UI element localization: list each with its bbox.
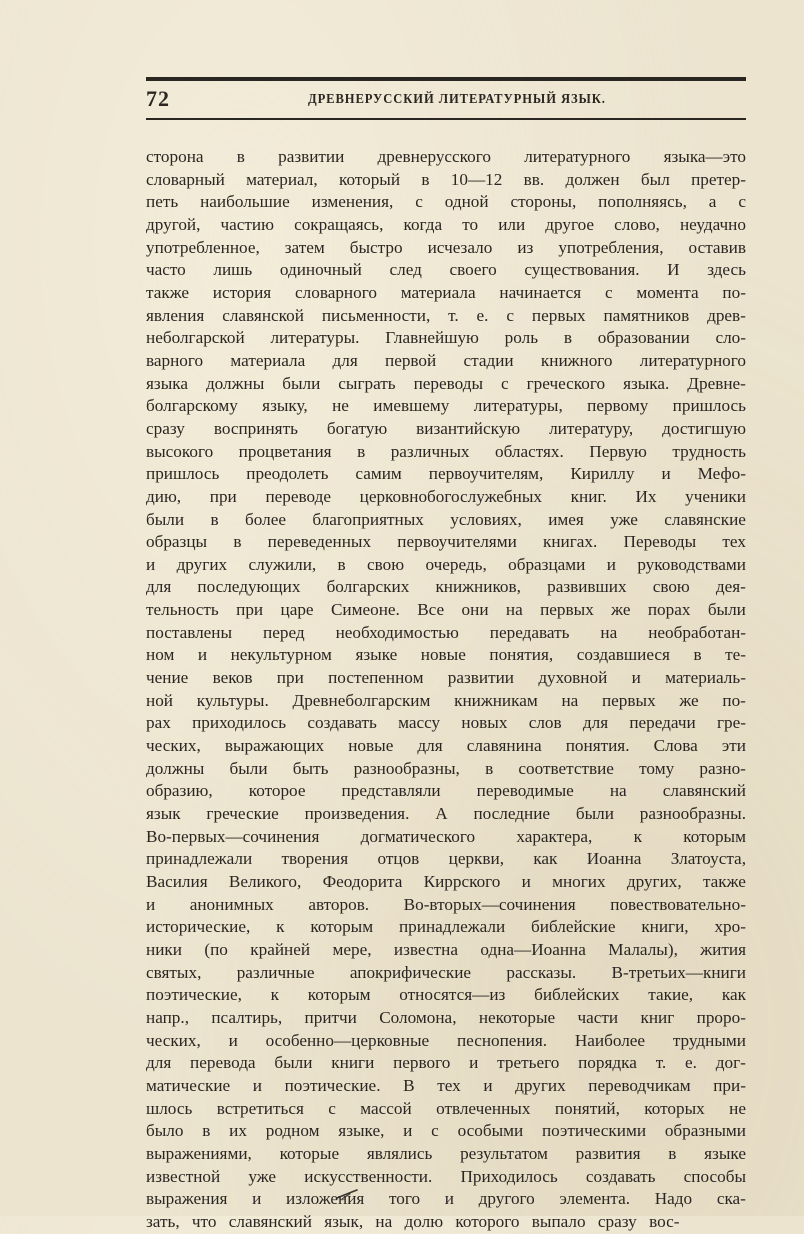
text-line: образию, которое представляли переводимые на славянский bbox=[146, 781, 746, 801]
text-line: рах приходилось создавать массу новых слов для передачи гре- bbox=[146, 713, 746, 733]
running-head: ДРЕВНЕРУССКИЙ ЛИТЕРАТУРНЫЙ ЯЗЫК. bbox=[308, 92, 606, 107]
text-line: матические и поэтические. В тех и других переводчикам при- bbox=[146, 1075, 746, 1095]
text-line: сторона в развитии древнерусского литературного языка—это bbox=[146, 147, 746, 166]
text-line: Во-первых—сочинения догматического характера, к которым bbox=[146, 826, 746, 846]
text-line: дию, при переводе церковнобогослужебных книг. Их ученики bbox=[146, 486, 746, 506]
text-line: болгарскому языку, не имевшему литературы, первому пришлось bbox=[146, 396, 746, 416]
text-line: словарный материал, который в 10—12 вв. должен был претер- bbox=[146, 169, 746, 189]
text-line: часто лишь одиночный след своего существования. И здесь bbox=[146, 260, 746, 280]
text-line: тельность при царе Симеоне. Все они на первых же порах были bbox=[146, 600, 746, 620]
pencil-mark-icon bbox=[336, 1188, 358, 1200]
text-line: язык греческие произведения. А последние были разнообразны. bbox=[146, 804, 746, 824]
header-top-rule bbox=[146, 77, 746, 81]
text-line: шлось встретиться с массой отвлеченных понятий, которых не bbox=[146, 1098, 746, 1118]
text-line: поэтические, к которым относятся—из библейских такие, как bbox=[146, 985, 746, 1005]
text-line: ники (по крайней мере, известна одна—Иоанна Малалы), жития bbox=[146, 939, 746, 959]
text-line: образцы в переведенных первоучителями книгах. Переводы тех bbox=[146, 532, 746, 552]
text-line: для перевода были книги первого и третьего порядка т. е. дог- bbox=[146, 1053, 746, 1073]
text-line: Василия Великого, Феодорита Киррского и многих других, также bbox=[146, 872, 746, 891]
header-bottom-rule bbox=[146, 118, 746, 120]
text-line: высокого процветания в различных областях. Первую трудность bbox=[146, 441, 746, 461]
text-line: известной уже искусственности. Приходилось создавать способы bbox=[146, 1166, 746, 1186]
text-line: другой, частию сокращаясь, когда то или другое слово, неудачно bbox=[146, 214, 746, 234]
text-line: ческих, выражающих новые для славянина понятия. Слова эти bbox=[146, 736, 746, 756]
text-line: ном и некультурном языке новые понятия, создавшиеся в те- bbox=[146, 645, 746, 665]
text-line: явления славянской письменности, т. е. с первых памятников древ- bbox=[146, 305, 746, 325]
text-line: петь наибольшие изменения, с одной стороны, пополняясь, а с bbox=[146, 192, 746, 212]
text-line: также история словарного материала начинается с момента по- bbox=[146, 282, 746, 302]
text-line: и других служили, в свою очередь, образцами и руководствами bbox=[146, 554, 746, 574]
text-line: неболгарской литературы. Главнейшую роль в образовании сло- bbox=[146, 328, 746, 348]
text-line: исторические, к которым принадлежали библейские книги, хро- bbox=[146, 917, 746, 937]
text-line: зать, что славянский язык, на долю которого выпало сразу вос- bbox=[146, 1211, 680, 1231]
text-line: языка должны были сыграть переводы с греческого языка. Древне- bbox=[146, 373, 746, 393]
text-line: выражениями, которые являлись результатом развития в языке bbox=[146, 1143, 746, 1163]
page-number: 72 bbox=[146, 86, 170, 111]
text-line: святых, различные апокрифические рассказы. В-третьих—книги bbox=[146, 962, 746, 982]
text-line: для последующих болгарских книжников, развивших свою дея- bbox=[146, 577, 746, 597]
body-text bbox=[146, 146, 746, 1234]
text-line: принадлежали творения отцов церкви, как Иоанна Златоуста, bbox=[146, 849, 746, 869]
text-line: напр., псалтирь, притчи Соломона, некоторые части книг проро- bbox=[146, 1007, 746, 1027]
text-line: ной культуры. Древнеболгарским книжникам на первых же по- bbox=[146, 690, 746, 710]
text-line: употребленное, затем быстро исчезало из употребления, оставив bbox=[146, 237, 746, 257]
text-line: чение веков при постепенном развитии духовной и материаль- bbox=[146, 668, 746, 688]
text-line: пришлось преодолеть самим первоучителям, Кириллу и Мефо- bbox=[146, 464, 746, 484]
text-line: варного материала для первой стадии книжного литературного bbox=[146, 350, 746, 370]
text-line: выражения и изложения того и другого элемента. Надо ска- bbox=[146, 1189, 746, 1209]
text-line: и анонимных авторов. Во-вторых—сочинения повествовательно- bbox=[146, 894, 746, 914]
text-line: сразу воспринять богатую византийскую литературу, достигшую bbox=[146, 418, 746, 438]
text-line: ческих, и особенно—церковные песнопения. Наиболее трудными bbox=[146, 1030, 746, 1050]
text-line: должны были быть разнообразны, в соответствие тому разно- bbox=[146, 758, 746, 778]
text-line: было в их родном языке, и с особыми поэтическими образными bbox=[146, 1121, 746, 1141]
text-line: поставлены перед необходимостью передавать на необработан- bbox=[146, 622, 746, 642]
text-line: были в более благоприятных условиях, имея уже славянские bbox=[146, 509, 746, 529]
